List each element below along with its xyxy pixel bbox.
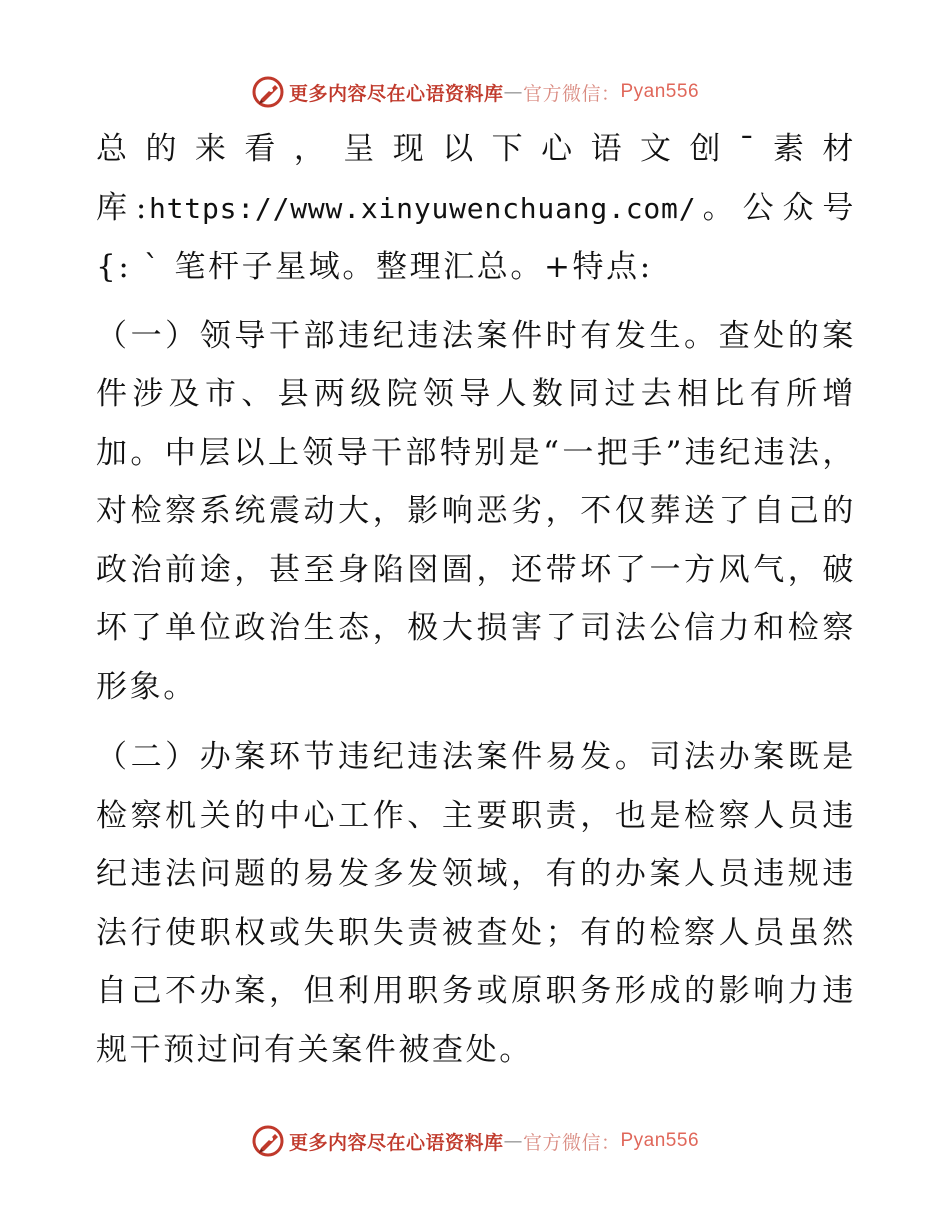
footer-banner — [0, 1121, 950, 1161]
banner-wechat-label: 官方微信： — [522, 1131, 621, 1154]
intro-paragraph — [96, 120, 856, 297]
banner-separator: — — [503, 1130, 523, 1152]
document-body — [96, 120, 856, 1091]
header-banner — [0, 72, 950, 112]
banner-wechat-label: 官方微信： — [522, 82, 621, 105]
paragraph-2: （二）办案环节违纪违法案件易发。司法办案既是检察机关的中心工作、主要职责，也是检察人员违纪违法问题的易发多发领域，有的办案人员违规违法行使职权或失职失责被查处；有的检察人员虽然自己不办案，但利用职务或原职务形成的影响力违规干预过问有关案件被查处。 — [96, 739, 856, 1068]
pen-logo-icon — [251, 75, 285, 109]
pen-logo-icon — [251, 1124, 285, 1158]
banner-main-text: 更多内容尽在心语资料库 — [288, 82, 504, 105]
banner-wechat-id: Pyan556 — [620, 81, 700, 102]
banner-main-text: 更多内容尽在心语资料库 — [288, 1131, 504, 1154]
banner-separator: — — [503, 81, 523, 103]
paragraph-1: （一）领导干部违纪违法案件时有发生。查处的案件涉及市、县两级院领导人数同过去相比有所增加。中层以上领导干部特别是“一把手”违纪违法，对检察系统震动大，影响恶劣，不仅葬送了自己的政治前途，甚至身陷囹圄，还带坏了一方风气，破坏了单位政治生态，极大损害了司法公信力和检察形象。 — [96, 317, 856, 705]
intro-text-part1: 总的来看，呈现以下心语文创¯素材库: — [96, 131, 856, 226]
website-url: https://www.xinyuwenchuang.com/ — [148, 191, 697, 225]
intro-text-part2: 。公众号{: ` 笔杆子星域。整理汇总。+特点: — [96, 189, 856, 285]
banner-wechat-id: Pyan556 — [620, 1130, 700, 1151]
